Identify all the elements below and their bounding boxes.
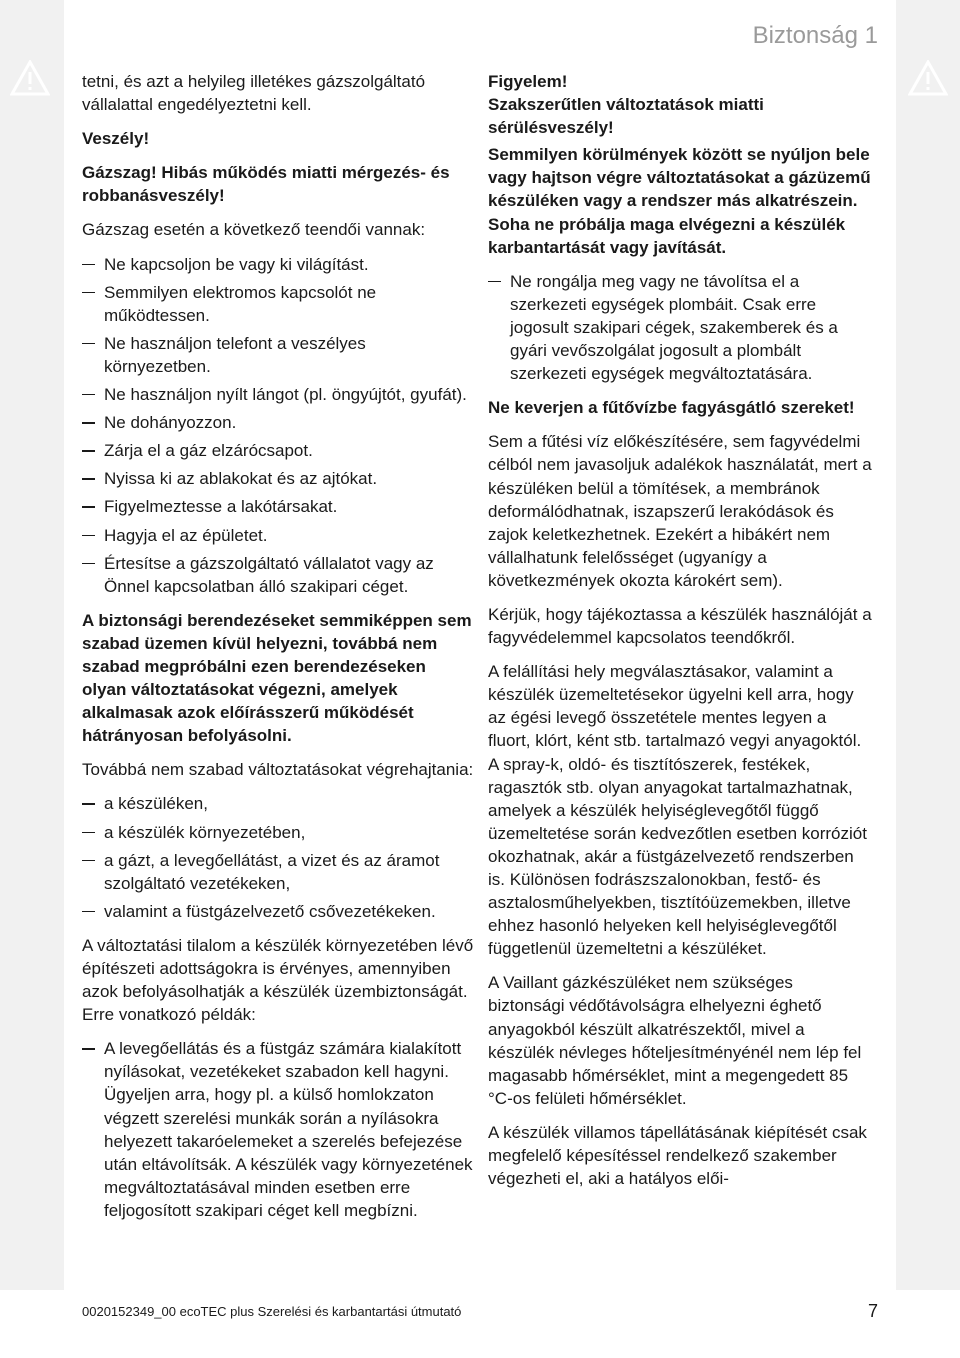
list-item: Hagyja el az épületet. (82, 524, 474, 547)
list-item: Semmilyen elektromos kapcsolót ne működtessen. (82, 281, 474, 327)
caution-label: Figyelem! (488, 72, 568, 91)
changes-intro: Továbbá nem szabad változtatásokat végrehajtania: (82, 760, 474, 780)
danger-title: Gázszag! Hibás működés miatti mérgezés- és robbanásveszély! (82, 163, 450, 206)
antifreeze-paragraph: Sem a fűtési víz előkészítésére, sem fagyvédelmi célból nem javasoljuk adalékok használatát, mert a készüléken belül a tömítések, a membránok deformálódhatnak, iszapszerű lerakódások és zajok keletkezhetnek. Ezekért a hibákért nem vállalhatunk felelősséget (ugyanígy a következmények okozta károkért sem). (488, 432, 872, 590)
caution-text: Semmilyen körülmények között se nyúljon bele vagy hajtson végre változtatásokat a gázüzemű készüléken vagy a rendszer más alkatrészein. Soha ne próbálja maga elvégezni a készülék karbantartását vagy javítását. (488, 145, 871, 257)
warning-triangle-icon (908, 60, 948, 96)
prohibition-paragraph: A változtatási tilalom a készülék környezetében lévő építészeti adottságokra is érvényes, amennyiben azok befolyásolhatják a készülék üzembiztonságát. Erre vonatkozó példák: (82, 935, 474, 1025)
list-item: Figyelmeztesse a lakótársakat. (82, 495, 474, 518)
list-item: Ne rongálja meg vagy ne távolítsa el a szerkezeti egységek plombáit. Csak erre jogosult szakipari cégek, szakemberek és a gyári vevőszolgálat jogosult a plombált szerkezeti egységek megváltoztatására. (488, 270, 873, 385)
caution-title: Szakszerűtlen változtatások miatti sérülésveszély! (488, 95, 764, 138)
antifreeze-heading: Ne keverjen a fűtővízbe fagyásgátló szereket! (488, 398, 855, 418)
left-margin-strip (0, 0, 64, 1290)
document-id: 0020152349_00 ecoTEC plus Szerelési és karbantartási útmutató (82, 1304, 462, 1319)
list-item: A levegőellátás és a füstgáz számára kialakított nyílásokat, vezetékeket szabadon kell hagyni. Ügyeljen arra, hogy pl. a külső homlokzaton végzett szerelési munkák során a nyílásokra helyezett takaróelemeket a szerelés befejezése után eltávolítsák. A készülék vagy környezetének megváltoztatásával minden esetben erre feljogosított szakipari céget kell megbízni. (82, 1037, 474, 1222)
gas-intro: Gázszag esetén a következő teendői vannak: (82, 220, 426, 240)
examples-list (82, 1037, 474, 1222)
gas-steps-list (82, 253, 474, 598)
list-item: Ne kapcsoljon be vagy ki világítást. (82, 253, 474, 276)
list-item: Értesítse a gázszolgáltató vállalatot vagy az Önnel kapcsolatban álló szakipari céget. (82, 552, 474, 598)
list-item: Ne használjon telefont a veszélyes környezetben. (82, 332, 474, 378)
right-column (488, 70, 873, 1201)
right-margin-strip (896, 0, 960, 1290)
electrical-paragraph: A készülék villamos tápellátásának kiépítését csak megfelelő képesítéssel rendelkező szakember végezheti el, aki a hatályos elői- (488, 1122, 867, 1189)
list-item: Ne dohányozzon. (82, 411, 474, 434)
list-item: Zárja el a gáz elzárócsapot. (82, 439, 474, 462)
intro-paragraph: tetni, és azt a helyileg illetékes gázszolgáltató vállalattal engedélyeztetni kell. (82, 72, 426, 115)
list-item: Nyissa ki az ablakokat és az ajtókat. (82, 467, 474, 490)
list-item: valamint a füstgázelvezető csővezetékeken. (82, 900, 474, 923)
section-title: Biztonság 1 (752, 22, 878, 49)
location-paragraph: A felállítási hely megválasztásakor, valamint a készülék üzemeltetésekor ügyelni kell arra, hogy az égési levegő összetétele mentes legyen a fluort, klórt, ként stb. tartalmazó vegyi anyagoktól. A spray-k, oldó- és tisztítószerek, festékek, ragasztók stb. olyan anyagokat tartalmazhatnak, amelyek a készülék helyiséglevegőtől függő üzemeltetése során kedvezőtlen esetben korróziót okozhatnak, akár a füstgázelvezető rendszerben is. Különösen fodrászszalonokban, festő- és asztalosműhelyekben, tisztítóüzemekben, illetve ehhez hasonló helyeken kell helyiséglevegőtől függetlenül üzemeltetni a készüléket. (488, 662, 867, 959)
list-item: a gázt, a levegőellátást, a vizet és az áramot szolgáltató vezetékeken, (82, 849, 474, 895)
page-number: 7 (867, 1301, 878, 1321)
list-item: Ne használjon nyílt lángot (pl. öngyújtót, gyufát). (82, 383, 474, 406)
danger-label: Veszély! (82, 129, 150, 149)
left-column (82, 70, 474, 1233)
distance-paragraph: A Vaillant gázkészüléket nem szükséges biztonsági védőtávolságra elhelyezni éghető anyagokból készült alkatrészektől, mivel a készülék névleges hőteljesítményénél nem lép fel magasabb hőmérséklet, mint a megengedett 85 °C-os felületi hőmérséklet. (488, 973, 862, 1108)
seal-list (488, 270, 873, 385)
warning-triangle-icon (10, 60, 50, 96)
changes-list (82, 792, 474, 922)
inform-paragraph: Kérjük, hogy tájékoztassa a készülék használóját a fagyvédelemmel kapcsolatos teendőkről. (488, 604, 872, 648)
list-item: a készülék környezetében, (82, 821, 474, 844)
list-item: a készüléken, (82, 792, 474, 815)
safety-devices-warning: A biztonsági berendezéseket semmiképpen sem szabad üzemen kívül helyezni, továbbá nem szabad megpróbálni ezen berendezéseken olyan változtatásokat végezni, amelyek alkalmasak azok előírásszerű működését hátrányosan befolyásolni. (82, 610, 472, 746)
